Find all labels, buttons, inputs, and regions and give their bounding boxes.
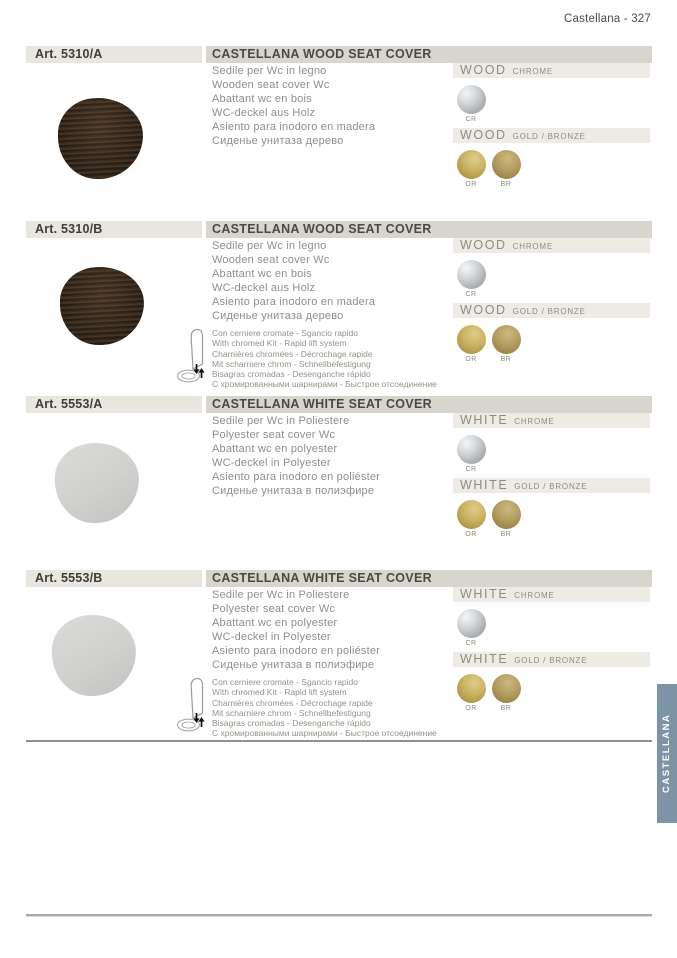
- white-seat-cover-image: [54, 442, 141, 525]
- swatch-code: BR: [500, 705, 512, 712]
- note-line: Con cerniere cromate - Sgancio rapido: [212, 677, 358, 687]
- bronze-swatch-icon: [492, 674, 521, 703]
- note-line: With chromed Kit - Rapid lift system: [212, 687, 347, 698]
- gold-swatch-icon: [457, 150, 486, 179]
- note-line: С хромированными шарнирами - Быстрое отсоединение: [212, 379, 437, 390]
- bronze-swatch-icon: [492, 500, 521, 529]
- finish-material-label: WHITE: [460, 413, 509, 427]
- finish-type-label: GOLD / BRONZE: [512, 307, 586, 316]
- article-number: Art. 5553/B: [26, 570, 202, 587]
- product-title: CASTELLANA WHITE SEAT COVER: [206, 570, 652, 587]
- chrome-swatch-icon: [457, 85, 486, 114]
- swatch-code: OR: [465, 705, 477, 712]
- finish-header-chrome: [453, 413, 650, 428]
- finish-material-label: WOOD: [460, 128, 507, 142]
- finish-type-label: CHROME: [512, 67, 554, 76]
- finish-swatches: [453, 63, 650, 193]
- description-line: Abattant wc en bois: [212, 268, 312, 280]
- swatch-code: CR: [465, 466, 477, 473]
- finish-material-label: WHITE: [460, 478, 509, 492]
- description-line: Sedile per Wc in legno: [212, 240, 327, 252]
- rapid-lift-icon: [177, 676, 207, 734]
- product-title: CASTELLANA WHITE SEAT COVER: [206, 396, 652, 413]
- swatch-gold: [456, 500, 486, 538]
- description-line: Sedile per Wc in legno: [212, 65, 327, 77]
- product-description: [212, 414, 380, 498]
- finish-type-label: CHROME: [512, 242, 554, 251]
- swatch-row: [453, 85, 650, 123]
- finish-header-chrome: [453, 238, 650, 253]
- note-line: With chromed Kit - Rapid lift system: [212, 338, 347, 349]
- finish-type-label: GOLD / BRONZE: [514, 482, 588, 491]
- wood-seat-cover-image: [57, 97, 143, 179]
- swatch-gold: [456, 150, 486, 188]
- product-title: CASTELLANA WOOD SEAT COVER: [206, 46, 652, 63]
- wood-seat-cover-image: [59, 266, 144, 345]
- swatch-gold: [456, 674, 486, 712]
- finish-type-label: CHROME: [514, 417, 555, 426]
- product-section-5553-b: [0, 570, 677, 745]
- gold-swatch-icon: [457, 674, 486, 703]
- description-line: Abattant wc en polyester: [212, 617, 338, 629]
- description-line: WC-deckel aus Holz: [212, 282, 316, 294]
- rapid-lift-icon: [177, 327, 207, 385]
- swatch-gold: [456, 325, 486, 363]
- description-line: Asiento para inodoro en poliéster: [212, 645, 381, 657]
- description-line: WC-deckel aus Holz: [212, 107, 316, 119]
- finish-header-gold-bronze: [453, 478, 650, 493]
- description-line: Asiento para inodoro en poliéster: [212, 471, 381, 483]
- product-section-5553-a: [0, 396, 677, 571]
- description-line: Wooden seat cover Wc: [212, 254, 330, 266]
- swatch-chrome: [456, 609, 486, 647]
- description-line: Polyester seat cover Wc: [212, 429, 336, 441]
- swatch-bronze: [491, 325, 521, 363]
- description-line: WC-deckel in Polyester: [212, 631, 331, 643]
- swatch-row: [453, 674, 650, 712]
- description-line: Abattant wc en bois: [212, 93, 312, 105]
- note-line: Bisagras cromadas - Desenganche rápido: [212, 369, 371, 380]
- product-section-5310-b: [0, 221, 677, 396]
- swatch-code: OR: [465, 531, 477, 538]
- swatch-row: [453, 435, 650, 473]
- description-line: Wooden seat cover Wc: [212, 79, 330, 91]
- swatch-chrome: [456, 260, 486, 298]
- swatch-code: CR: [465, 640, 477, 647]
- note-line: Charnières chromées - Décrochage rapide: [212, 348, 373, 359]
- finish-header-gold-bronze: [453, 652, 650, 667]
- section-divider: [26, 740, 652, 742]
- finish-material-label: WOOD: [460, 63, 507, 77]
- swatch-code: OR: [465, 356, 477, 363]
- note-line: Bisagras cromadas - Desenganche rápido: [212, 718, 371, 729]
- finish-swatches: [453, 413, 650, 543]
- description-line: Asiento para inodoro en madera: [212, 121, 376, 133]
- swatch-code: BR: [500, 531, 512, 538]
- swatch-bronze: [491, 150, 521, 188]
- footer-divider: [26, 914, 652, 916]
- note-line: Con cerniere cromate - Sgancio rapido: [212, 328, 358, 338]
- product-description: [212, 239, 375, 323]
- swatch-row: [453, 609, 650, 647]
- description-line: Сиденье унитаза в полиэфире: [212, 659, 375, 671]
- finish-swatches: [453, 587, 650, 717]
- swatch-code: BR: [500, 181, 512, 188]
- hinge-notes: [212, 328, 437, 390]
- finish-type-label: GOLD / BRONZE: [512, 132, 586, 141]
- product-description: [212, 64, 375, 148]
- note-line: Mit scharniere chrom - Schnellbefestigung: [212, 707, 371, 718]
- finish-header-gold-bronze: [453, 303, 650, 318]
- note-line: С хромированными шарнирами - Быстрое отсоединение: [212, 728, 437, 739]
- description-line: Сиденье унитаза в полиэфире: [212, 485, 375, 497]
- finish-material-label: WOOD: [460, 303, 507, 317]
- swatch-row: [453, 500, 650, 538]
- description-line: Asiento para inodoro en madera: [212, 296, 376, 308]
- swatch-code: OR: [465, 181, 477, 188]
- description-line: WC-deckel in Polyester: [212, 457, 331, 469]
- page-number-header: Castellana - 327: [564, 13, 651, 25]
- swatch-bronze: [491, 674, 521, 712]
- bronze-swatch-icon: [492, 325, 521, 354]
- side-tab-castellana: CASTELLANA: [657, 684, 677, 823]
- description-line: Sedile per Wc in Poliestere: [212, 589, 350, 601]
- article-number: Art. 5553/A: [26, 396, 202, 413]
- swatch-row: [453, 260, 650, 298]
- finish-header-chrome: [453, 587, 650, 602]
- description-line: Abattant wc en polyester: [212, 443, 338, 455]
- product-description: [212, 588, 380, 672]
- chrome-swatch-icon: [457, 260, 486, 289]
- swatch-row: [453, 325, 650, 363]
- swatch-chrome: [456, 85, 486, 123]
- finish-material-label: WHITE: [460, 652, 509, 666]
- swatch-bronze: [491, 500, 521, 538]
- finish-header-gold-bronze: [453, 128, 650, 143]
- swatch-row: [453, 150, 650, 188]
- bronze-swatch-icon: [492, 150, 521, 179]
- finish-type-label: CHROME: [514, 591, 555, 600]
- product-title: CASTELLANA WOOD SEAT COVER: [206, 221, 652, 238]
- article-number: Art. 5310/B: [26, 221, 202, 238]
- finish-material-label: WHITE: [460, 587, 509, 601]
- chrome-swatch-icon: [457, 609, 486, 638]
- hinge-notes: [212, 677, 437, 739]
- description-line: Сиденье унитаза дерево: [212, 135, 344, 147]
- swatch-code: BR: [500, 356, 512, 363]
- gold-swatch-icon: [457, 325, 486, 354]
- gold-swatch-icon: [457, 500, 486, 529]
- finish-header-chrome: [453, 63, 650, 78]
- swatch-chrome: [456, 435, 486, 473]
- note-line: Charnières chromées - Décrochage rapide: [212, 697, 373, 708]
- description-line: Sedile per Wc in Poliestere: [212, 415, 350, 427]
- finish-material-label: WOOD: [460, 238, 507, 252]
- swatch-code: CR: [465, 291, 477, 298]
- article-number: Art. 5310/A: [26, 46, 202, 63]
- note-line: Mit scharniere chrom - Schnellbefestigung: [212, 358, 371, 369]
- swatch-code: CR: [465, 116, 477, 123]
- finish-type-label: GOLD / BRONZE: [514, 656, 588, 665]
- chrome-swatch-icon: [457, 435, 486, 464]
- white-seat-cover-image: [51, 614, 138, 698]
- finish-swatches: [453, 238, 650, 368]
- description-line: Сиденье унитаза дерево: [212, 310, 344, 322]
- description-line: Polyester seat cover Wc: [212, 603, 336, 615]
- product-section-5310-a: [0, 46, 677, 221]
